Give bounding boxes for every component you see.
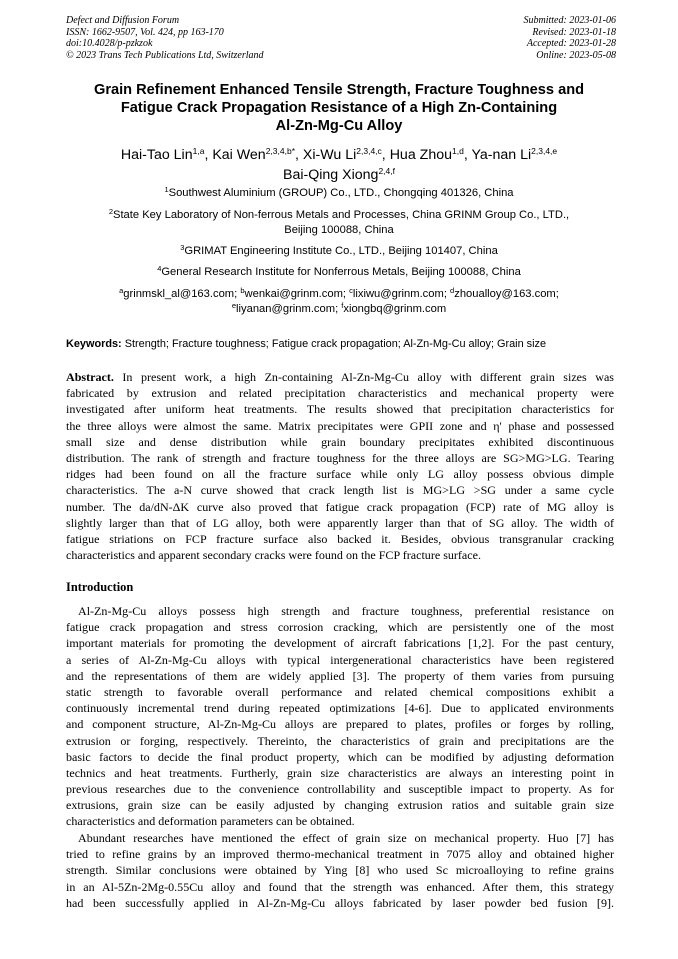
title-line: Al-Zn-Mg-Cu Alloy <box>275 118 403 134</box>
date-online: Online: 2023-05-08 <box>536 49 616 61</box>
abstract-line: characteristics. The a-N curve showed that crack length list is MG>LG >SG under a same cycle <box>66 483 614 498</box>
paragraph-line: fatigue crack propagation and stress corrosion cracking, which are persistently one of the most <box>66 620 614 635</box>
email-separator: ; <box>443 288 451 300</box>
affiliation-text: Beijing 100088, China <box>284 223 394 236</box>
journal-copyright: © 2023 Trans Tech Publications Ltd, Switzerland <box>66 49 264 61</box>
keywords-label: Keywords: <box>66 338 122 350</box>
affiliation-text: General Research Institute for Nonferrous Metals, Beijing 100088, China <box>161 266 521 278</box>
affiliation-mark: 4 <box>157 264 162 273</box>
email-mark: e <box>231 300 237 310</box>
email-mark: c <box>349 286 353 295</box>
date-submitted: Submitted: 2023-01-06 <box>523 15 616 26</box>
affiliation-text: State Key Laboratory of Non-ferrous Metals and Processes, China GRINM Group Co., LTD., <box>112 209 570 221</box>
paper-title <box>40 81 638 135</box>
abstract-line: fabricated by extrusion and related precipitation characteristics and mechanical property were <box>66 386 614 401</box>
date-accepted: Accepted: 2023-01-28 <box>526 38 616 50</box>
author-affiliation-mark: 2,4,f <box>378 166 395 176</box>
section-heading-introduction: Introduction <box>66 580 134 594</box>
paragraph-line: tried to refine grains by an improved thermo-mechanical treatment in 7075 alloy and obtained higher <box>66 847 614 862</box>
author-affiliation-mark: 1,a <box>192 146 205 156</box>
affiliation-mark: 3 <box>180 243 185 252</box>
email-link[interactable]: lixiwu@grinm.com <box>352 288 444 300</box>
paragraph-line: previous researches due to the convenience controllability and susceptible impact to property. As for <box>66 782 614 797</box>
paragraph-line: in an Al-5Zn-2Mg-0.55Cu alloy and found that the strength was enhanced. After them, this strategy <box>66 879 614 894</box>
affiliation-3 <box>40 244 638 259</box>
intro-paragraph-2 <box>66 830 614 911</box>
abstract-line: characteristics and apparent secondary cracks were found on the FCP fracture surface. <box>66 548 481 563</box>
title-line: Grain Refinement Enhanced Tensile Strength, Fracture Toughness and <box>93 82 585 98</box>
author-separator: , <box>463 147 472 163</box>
email-link[interactable]: liyanan@grinm.com <box>236 302 336 315</box>
affiliation-mark: 1 <box>164 185 169 194</box>
author-affiliation-mark: 2,3,4,c <box>356 146 382 156</box>
email-mark: b <box>240 286 245 295</box>
email-link[interactable]: zhoualloy@163.com <box>454 288 556 300</box>
abstract-line: Abstract. In present work, a high Zn-containing Al-Zn-Mg-Cu alloy with different grain sizes was <box>66 370 614 384</box>
author-affiliation-mark: 2,3,4,b* <box>265 146 296 156</box>
author-line <box>40 165 638 185</box>
paragraph-line: a series of Al-Zn-Mg-Cu alloys with typical intergenerational characteristics have been registered <box>66 652 614 667</box>
email-link[interactable]: xiongbq@grinm.com <box>343 302 447 315</box>
affiliation-text: GRIMAT Engineering Institute Co., LTD., Beijing 101407, China <box>184 245 498 257</box>
abstract-line: the three alloys were almost the same. Matrix precipitates were GPII zone and η' phase and possessed <box>66 418 614 433</box>
affiliation-2 <box>40 208 638 237</box>
author-separator: , <box>381 147 390 163</box>
paragraph-line: Al-Zn-Mg-Cu alloys possess high strength and fracture toughness, preferential resistance on <box>78 604 614 618</box>
affiliation-mark: 2 <box>108 207 113 216</box>
abstract-line: slightly larger than that of LG alloy, both were apparently larger than that of SG alloy. The width of <box>66 515 614 530</box>
author-name: Xi-Wu Li <box>302 147 357 163</box>
paragraph-line: important materials for promoting the development of aircraft fabrications [1,2]. For the past century, <box>66 636 614 651</box>
author-line <box>40 145 638 165</box>
paragraph-line: extrusions, grain size can be easily adjusted by changing extrusion ratios and suitable grain size <box>66 798 614 813</box>
abstract <box>66 369 614 563</box>
email-mark: a <box>119 286 124 295</box>
publication-dates <box>524 15 617 61</box>
paragraph-line: and component structure, Al-Zn-Mg-Cu alloys are prepared to plates, profiles or forges by rolling, <box>66 717 614 732</box>
author-separator: , <box>204 147 213 163</box>
affiliation-text: Southwest Aluminium (GROUP) Co., LTD., Chongqing 401326, China <box>168 187 514 199</box>
journal-doi: doi:10.4028/p-pzkzok <box>66 38 153 50</box>
abstract-line: distribution. The rank of strength and fracture toughness for the three alloys are SG>MG>LG. Tearing <box>66 450 614 465</box>
title-line: Fatigue Crack Propagation Resistance of a High Zn-Containing <box>120 100 558 116</box>
email-link[interactable]: wenkai@grinm.com <box>244 288 343 300</box>
abstract-line: fatigue striations on FCP fracture surface also backed it. Besides, obvious transgranular cracking <box>66 531 614 546</box>
author-list <box>40 145 638 185</box>
email-separator: ; <box>335 302 342 315</box>
keywords <box>66 337 614 351</box>
abstract-label: Abstract. <box>66 370 114 384</box>
paragraph-line: static strength to favorable overall performance and related chemical compositions exhibit a <box>66 684 614 699</box>
journal-issn: ISSN: 1662-9507, Vol. 424, pp 163-170 <box>66 26 224 38</box>
affiliation-1 <box>40 186 638 201</box>
author-name: Ya-nan Li <box>471 147 532 163</box>
paragraph-line: characteristics and deformation parameters can be obtained. <box>66 814 355 829</box>
paragraph-line: Abundant researches have mentioned the effect of grain size on mechanical property. Huo [7] has <box>78 831 614 845</box>
abstract-line: small size and dense distribution while grain boundary precipitates exhibited discontinuous <box>66 434 614 449</box>
journal-name: Defect and Diffusion Forum <box>66 15 180 26</box>
author-name: Bai-Qing Xiong <box>283 167 379 183</box>
paragraph-line: strength. Similar conclusions were obtained by Ying [8] who used Sc microalloying to refine grains <box>66 863 614 878</box>
affiliation-4 <box>40 265 638 280</box>
email-separator: ; <box>342 288 350 300</box>
date-revised: Revised: 2023-01-18 <box>532 26 616 38</box>
email-link[interactable]: grinmskl_al@163.com <box>123 288 235 300</box>
intro-paragraph-1 <box>66 603 614 830</box>
author-emails <box>40 287 638 316</box>
paragraph-line: continuously incremental trend during repeated optimizations [4-6]. Due to applicated environments <box>66 701 614 716</box>
abstract-line: investigated after uniform heat treatments. The results showed that precipitation characteristics for <box>66 402 614 417</box>
paragraph-line: extrusion or forging, respectively. Thereinto, the characteristics of grain and precipitations are the <box>66 733 614 748</box>
email-mark: d <box>450 286 455 295</box>
author-name: Hua Zhou <box>389 147 452 163</box>
keywords-text: Strength; Fracture toughness; Fatigue crack propagation; Al-Zn-Mg-Cu alloy; Grain size <box>124 338 547 350</box>
email-mark: f <box>341 300 344 310</box>
paragraph-line: and the representations of them are widely applied [3]. The property of them varies from pursuing <box>66 668 614 683</box>
journal-info <box>66 15 264 61</box>
author-affiliation-mark: 2,3,4,e <box>531 146 558 156</box>
paragraph-line: had been successfully applied in Al-Zn-Mg-Cu alloys fabricated by laser powder bed fusion [9]. <box>66 895 614 910</box>
author-name: Kai Wen <box>212 147 266 163</box>
paragraph-line: basic factors to decide the final product property, which can be modified by adjusting deformation <box>66 749 614 764</box>
author-name: Hai-Tao Lin <box>120 147 193 163</box>
paragraph-line: technics and heat treatments. Furtherly, grain size characteristics are always an interesting point in <box>66 765 614 780</box>
author-separator: , <box>295 147 303 163</box>
author-affiliation-mark: 1,d <box>452 146 464 156</box>
abstract-line: ridges had been found on all the fracture surface while only LG alloy possess obvious dimple <box>66 467 614 482</box>
email-separator: ; <box>234 288 241 300</box>
email-separator: ; <box>555 288 559 300</box>
abstract-line: number. The da/dN-ΔK curve also proved that fatigue crack propagation (FCP) rate of MG alloy is <box>66 499 614 514</box>
